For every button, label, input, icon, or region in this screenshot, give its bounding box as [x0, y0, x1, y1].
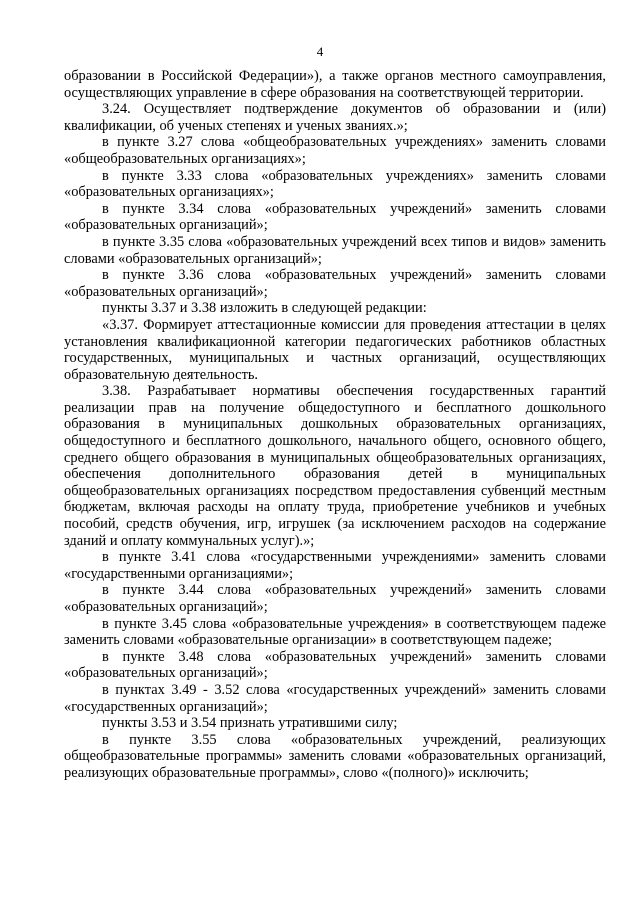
paragraph-3-24: 3.24. Осуществляет подтверждение документов об образовании и (или) квалификации, об ученых степенях и ученых званиях.»; [64, 101, 606, 134]
paragraph-item-3-34: в пункте 3.34 слова «образовательных учреждений» заменить словами «образовательных организаций»; [64, 200, 606, 234]
paragraph-items-3-49-3-52: в пунктах 3.49 - 3.52 слова «государственных учреждений» заменить словами «государственных организаций»; [64, 681, 606, 715]
paragraph-item-3-35: в пункте 3.35 слова «образовательных учреждений всех типов и видов» заменить словами «образовательных организаций»; [64, 233, 606, 267]
paragraph-item-3-41: в пункте 3.41 слова «государственными учреждениями» заменить словами «государственными организациями»; [64, 549, 606, 582]
paragraph-item-3-27: в пункте 3.27 слова «общеобразовательных учреждениях» заменить словами «общеобразовательных организациях»; [64, 134, 606, 167]
paragraph-items-3-37-3-38: пункты 3.37 и 3.38 изложить в следующей редакции: [102, 300, 427, 317]
paragraph-item-3-45: в пункте 3.45 слова «образовательные учреждения» в соответствующем падеже заменить словами «образовательные организации» в соответствующем падеже; [64, 615, 606, 649]
paragraph-item-3-44: в пункте 3.44 слова «образовательных учреждений» заменить словами «образовательных организаций»; [64, 582, 606, 615]
paragraph-item-3-55: в пункте 3.55 слова «образовательных учреждений, реализующих общеобразовательные программы» заменить словами «образовательных организаций, реализующих образовательные программы», слово «(полного)» исключить; [64, 731, 606, 781]
paragraph-3-37: «3.37. Формирует аттестационные комиссии для проведения аттестации в целях установления квалификационной категории педагогических работников областных государственных, муниципальных и частных организаций, осуществляющих образовательную деятельность. [64, 316, 606, 383]
paragraph-continuation: образовании в Российской Федерации»), а также органов местного самоуправления, осуществляющих управление в сфере образования на соответствующей территории. [64, 68, 606, 101]
page-number: 4 [316, 44, 324, 59]
paragraph-3-38: 3.38. Разрабатывает нормативы обеспечения государственных гарантий реализации прав на получение общедоступного и бесплатного дошкольного образования в муниципальных дошкольных образовательных организациях, общедоступного и бесплатного дошкольного, начального общего, основного общего, среднего общего образования в муниципальных общеобразовательных организациях, обеспечения дополнительного образования детей в муниципальных общеобразовательных организациях посредством предоставления субвенций местным бюджетам, включая расходы на оплату труда, приобретение учебников и учебных пособий, средств обучения, игр, игрушек (за исключением расходов на содержание зданий и оплату коммунальных услуг).»; [64, 383, 606, 549]
paragraph-items-3-53-3-54: пункты 3.53 и 3.54 признать утратившими силу; [102, 715, 398, 732]
paragraph-item-3-36: в пункте 3.36 слова «образовательных учреждений» заменить словами «образовательных организаций»; [64, 267, 606, 300]
paragraph-item-3-33: в пункте 3.33 слова «образовательных учреждениях» заменить словами «образовательных организациях»; [64, 167, 606, 201]
document-body [64, 68, 606, 782]
paragraph-item-3-48: в пункте 3.48 слова «образовательных учреждений» заменить словами «образовательных организаций»; [64, 648, 606, 682]
